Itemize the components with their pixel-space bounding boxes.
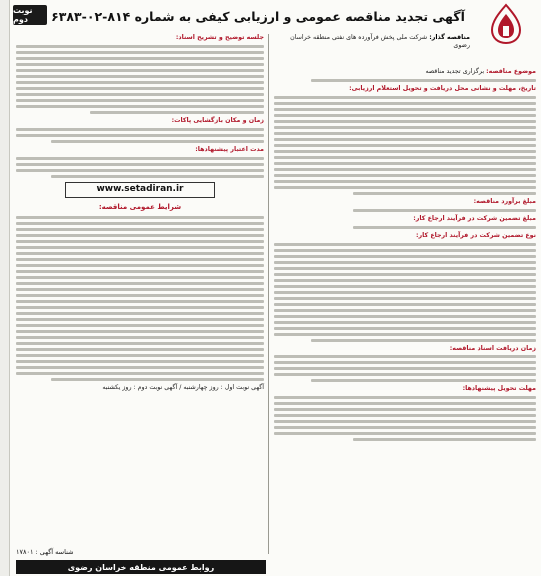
- text-line: [274, 303, 536, 306]
- text-line: [274, 267, 536, 270]
- text-line: [274, 114, 536, 117]
- text-line: [16, 282, 264, 285]
- guarantee-type-block: [274, 232, 536, 342]
- text-line: [274, 327, 536, 330]
- text-line: [274, 156, 536, 159]
- evaluation-heading: تاریخ، مهلت و نشانی محل دریافت و تحویل استعلام ارزیابی:: [349, 84, 536, 92]
- text-line: [16, 252, 264, 255]
- text-line: [16, 51, 264, 54]
- text-line: [16, 81, 264, 84]
- employer-block: [274, 34, 470, 50]
- public-relations-footer: روابط عمومی منطقه خراسان رضوی: [16, 560, 266, 574]
- text-line: [274, 315, 536, 318]
- text-line: [274, 355, 536, 358]
- text-line: [274, 361, 536, 364]
- text-line: [274, 126, 536, 129]
- documents-time-label: زمان دریافت اسناد مناقصه:: [449, 344, 536, 352]
- text-line: [51, 140, 264, 143]
- subject-block: [274, 68, 536, 82]
- text-line: [274, 279, 536, 282]
- opening-heading: زمان و مکان بازگشایی پاکات:: [171, 116, 264, 124]
- text-line: [16, 294, 264, 297]
- text-line: [274, 426, 536, 429]
- text-line: [16, 276, 264, 279]
- text-line: [311, 339, 536, 342]
- text-line: [274, 321, 536, 324]
- text-line: [274, 373, 536, 376]
- text-line: [16, 318, 264, 321]
- text-line: [16, 300, 264, 303]
- text-line: [16, 75, 264, 78]
- text-line: [274, 285, 536, 288]
- notice-round-tab: نوبت دوم: [13, 5, 47, 25]
- text-line: [16, 366, 264, 369]
- notice-dates: آگهی نوبت اول : روز چهارشنبه / آگهی نوبت دوم : روز یکشنبه: [102, 383, 264, 391]
- text-line: [16, 270, 264, 273]
- text-line: [274, 309, 536, 312]
- right-column-top: [274, 34, 470, 53]
- text-line: [16, 336, 264, 339]
- text-line: [274, 291, 536, 294]
- text-line: [51, 175, 264, 178]
- text-line: [16, 157, 264, 160]
- text-line: [353, 192, 536, 195]
- text-line: [274, 255, 536, 258]
- text-line: [16, 330, 264, 333]
- text-line: [274, 402, 536, 405]
- text-line: [16, 342, 264, 345]
- guarantee-amount-block: [274, 215, 536, 229]
- submission-block: [274, 385, 536, 441]
- text-line: [16, 128, 264, 131]
- text-line: [311, 379, 536, 382]
- text-line: [274, 162, 536, 165]
- setadiran-website-box: www.setadiran.ir: [65, 182, 215, 198]
- guarantee-amount-label: مبلغ تضمین شرکت در فرآیند ارجاع کار:: [413, 214, 536, 222]
- oil-company-logo-icon: [480, 2, 532, 46]
- text-line: [274, 150, 536, 153]
- notice-title: آگهی تجدید مناقصه عمومی و ارزیابی کیفی به شماره ۸۱۴-۰۲-۶۳۸۳: [51, 9, 465, 24]
- text-line: [16, 45, 264, 48]
- text-line: [90, 111, 264, 114]
- employer-value: شرکت ملی پخش فرآورده های نفتی منطقه خراسان رضوی: [290, 34, 470, 49]
- text-line: [274, 367, 536, 370]
- meeting-block: [16, 34, 264, 114]
- text-line: [274, 243, 536, 246]
- notice-id: شناسه آگهی : ۱۷۸۰۱: [16, 548, 74, 556]
- text-line: [274, 420, 536, 423]
- text-line: [274, 249, 536, 252]
- text-line: [274, 273, 536, 276]
- text-line: [16, 324, 264, 327]
- text-line: [16, 372, 264, 375]
- text-line: [16, 134, 264, 137]
- text-line: [16, 87, 264, 90]
- submission-label: مهلت تحویل پیشنهادها:: [462, 385, 536, 393]
- text-line: [274, 108, 536, 111]
- conditions-heading: شرایط عمومی مناقصه:: [98, 202, 182, 211]
- text-line: [274, 432, 536, 435]
- documents-time-block: [274, 345, 536, 383]
- text-line: [274, 144, 536, 147]
- opening-block: [16, 117, 264, 143]
- text-line: [16, 57, 264, 60]
- text-line: [311, 79, 536, 82]
- text-line: [274, 261, 536, 264]
- text-line: [353, 226, 536, 229]
- meeting-heading: جلسه توضیح و تشریح اسناد:: [175, 34, 264, 41]
- text-line: [274, 138, 536, 141]
- text-line: [274, 120, 536, 123]
- validity-heading: مدت اعتبار پیشنهادها:: [195, 145, 264, 153]
- text-line: [16, 354, 264, 357]
- text-line: [274, 174, 536, 177]
- budget-label: مبلغ برآورد مناقصه:: [473, 197, 536, 205]
- right-column: [274, 68, 536, 444]
- budget-block: [274, 198, 536, 212]
- text-line: [51, 378, 264, 381]
- text-line: [274, 396, 536, 399]
- text-line: [353, 209, 536, 212]
- text-line: [16, 169, 264, 172]
- text-line: [16, 312, 264, 315]
- text-line: [16, 228, 264, 231]
- text-line: [274, 132, 536, 135]
- text-line: [274, 333, 536, 336]
- validity-block: [16, 146, 264, 178]
- text-line: [16, 288, 264, 291]
- text-line: [16, 63, 264, 66]
- text-line: [16, 306, 264, 309]
- text-line: [16, 240, 264, 243]
- text-line: [16, 360, 264, 363]
- text-line: [274, 102, 536, 105]
- text-line: [274, 408, 536, 411]
- text-line: [274, 180, 536, 183]
- text-line: [274, 297, 536, 300]
- text-line: [16, 246, 264, 249]
- text-line: [16, 264, 264, 267]
- subject-value: برگزاری تجدید مناقصه: [425, 68, 485, 75]
- text-line: [274, 96, 536, 99]
- text-line: [16, 99, 264, 102]
- text-line: [274, 168, 536, 171]
- vertical-margin-text: [0, 200, 10, 360]
- employer-label: مناقصه گذار:: [429, 34, 470, 41]
- text-line: [353, 438, 536, 441]
- subject-label: موضوع مناقصه:: [486, 68, 536, 75]
- text-line: [16, 348, 264, 351]
- text-line: [16, 216, 264, 219]
- text-line: [16, 163, 264, 166]
- text-line: [16, 222, 264, 225]
- conditions-list: [16, 216, 264, 381]
- text-line: [16, 105, 264, 108]
- column-divider: [268, 34, 269, 554]
- evaluation-block: [274, 85, 536, 195]
- text-line: [274, 414, 536, 417]
- text-line: [16, 69, 264, 72]
- text-line: [16, 234, 264, 237]
- text-line: [16, 258, 264, 261]
- guarantee-type-label: نوع تضمین شرکت در فرآیند ارجاع کار:: [415, 231, 536, 239]
- text-line: [16, 93, 264, 96]
- left-column: [16, 34, 264, 395]
- text-line: [274, 186, 536, 189]
